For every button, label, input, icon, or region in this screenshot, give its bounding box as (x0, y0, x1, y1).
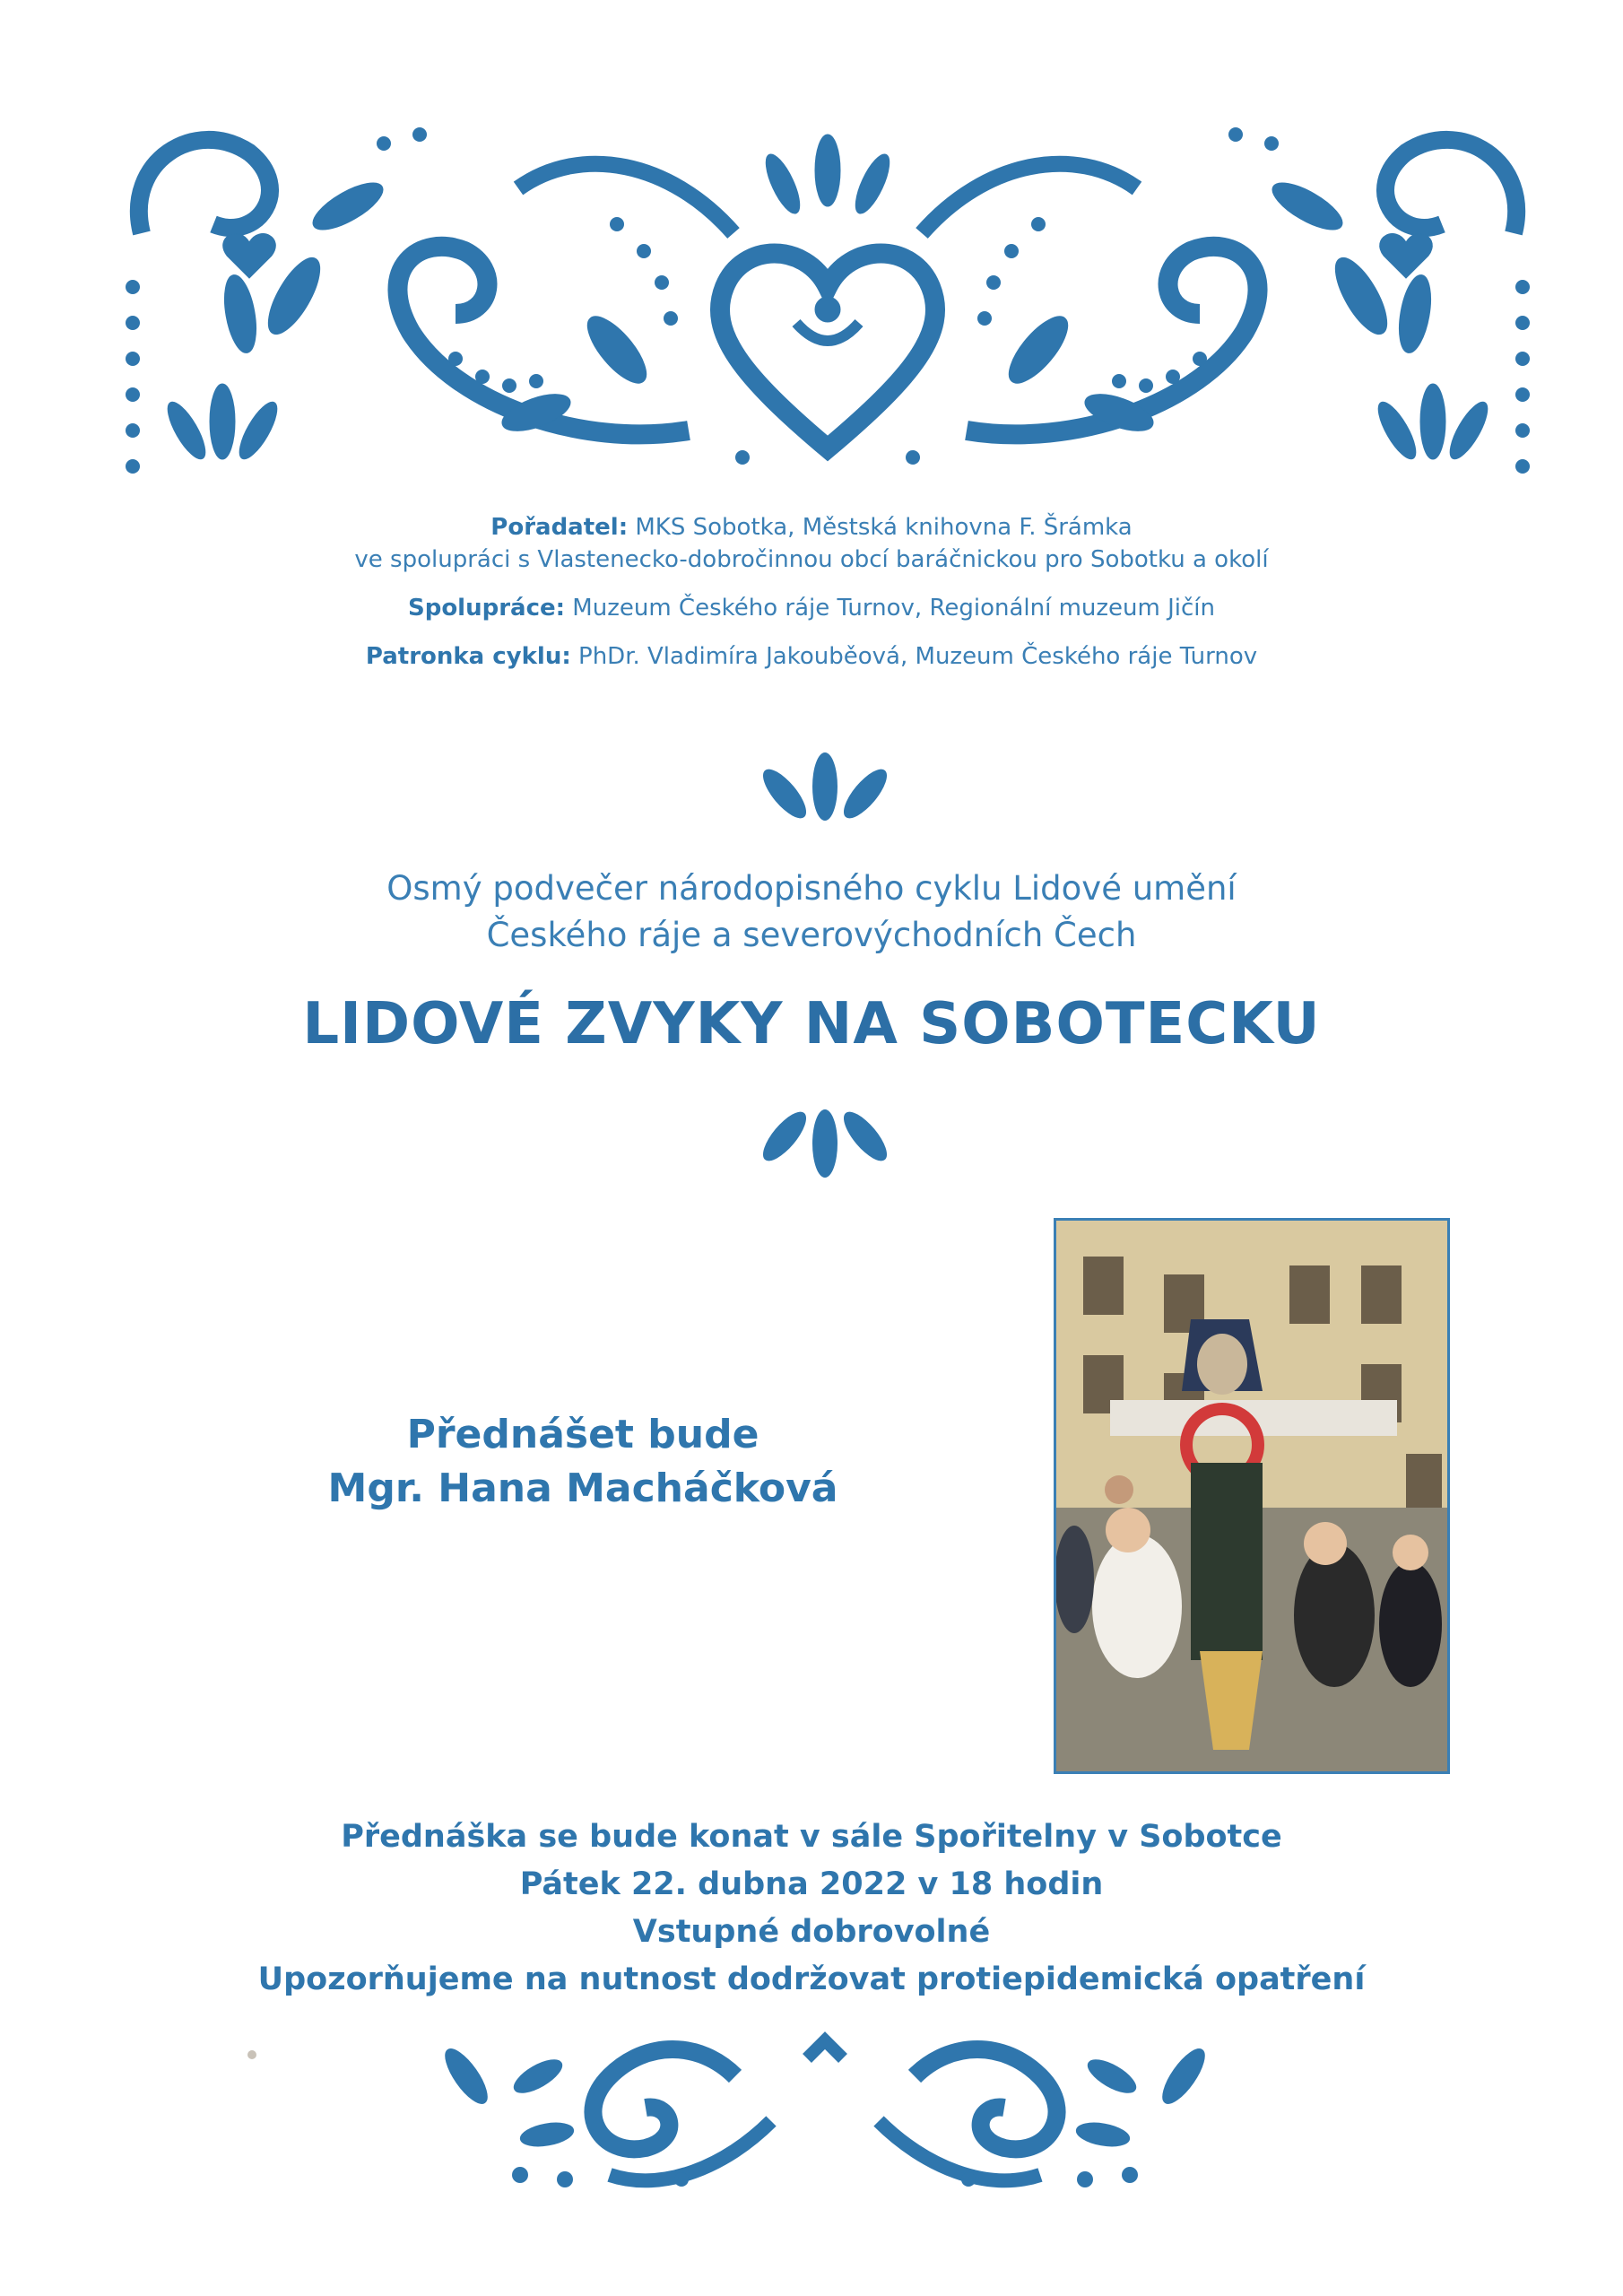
notice-text: Upozorňujeme na nutnost dodržovat protiepidemická opatření (257, 1961, 1366, 1997)
subtitle-line1: Osmý podvečer národopisného cyklu Lidové umění (386, 869, 1237, 908)
cooperation-line (0, 592, 1623, 624)
page-title: LIDOVÉ ZVYKY NA SOBOTECKU (302, 991, 1321, 1057)
organizer-line2: ve spolupráci s Vlastenecko-dobročinnou obcí baráčnickou pro Sobotku a okolí (354, 546, 1269, 573)
lecturer-block (269, 1408, 897, 1516)
leaf-ornament-icon (758, 749, 892, 830)
organizer-line (0, 511, 1623, 576)
folk-ornament-top-icon (115, 108, 1541, 475)
subtitle-line2: Českého ráje a severovýchodních Čech (486, 916, 1137, 954)
admission-text: Vstupné dobrovolné (632, 1914, 991, 1950)
leaf-ornament-icon (758, 1099, 892, 1179)
scan-speck (247, 2050, 256, 2059)
datetime-text: Pátek 22. dubna 2022 v 18 hodin (519, 1866, 1104, 1902)
cooperation-label: Spolupráce: (407, 595, 566, 622)
organizer-value: MKS Sobotka, Městská knihovna F. Šrámka (635, 514, 1133, 541)
patron-line (0, 640, 1623, 673)
organizer-label: Pořadatel: (490, 514, 629, 541)
patron-value: PhDr. Vladimíra Jakouběová, Muzeum Českého ráje Turnov (578, 643, 1258, 670)
lecturer-intro: Přednášet bude (406, 1412, 759, 1457)
cooperation-value: Muzeum Českého ráje Turnov, Regionální muzeum Jičín (572, 595, 1215, 622)
venue-text: Přednáška se bude konat v sále Spořitelny v Sobotce (341, 1819, 1282, 1855)
lecturer-name: Mgr. Hana Macháčková (327, 1465, 838, 1511)
event-photo (1054, 1218, 1450, 1774)
folk-ornament-bottom-icon (430, 2022, 1219, 2193)
folk-custom-photo (1056, 1221, 1447, 1771)
patron-label: Patronka cyklu: (365, 643, 571, 670)
organizer-credits (0, 511, 1623, 689)
event-info (0, 1813, 1623, 2004)
event-subtitle (0, 865, 1623, 959)
